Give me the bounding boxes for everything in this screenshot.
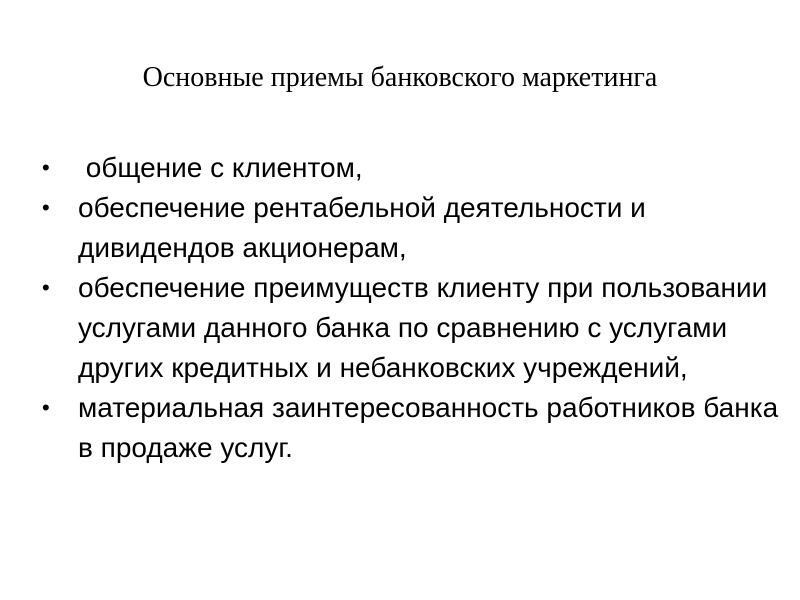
list-item — [40, 148, 780, 188]
bullet-icon: • — [42, 195, 50, 220]
bullet-icon: • — [42, 395, 50, 420]
bullet-list — [40, 148, 780, 468]
list-item-text: материальная заинтересованность работников банка в продаже услуг. — [78, 392, 779, 463]
slide-title: Основные приемы банковского маркетинга — [142, 62, 658, 93]
bullet-icon: • — [42, 155, 50, 180]
list-item-text: обеспечение рентабельной деятельности и дивидендов акционерам, — [78, 192, 646, 263]
list-item — [40, 268, 780, 388]
list-item — [40, 188, 780, 268]
list-item-text: обеспечение преимуществ клиенту при пользовании услугами данного банка по сравнению с услугами других кредитных и небанковских учреждений, — [78, 272, 768, 383]
list-item — [40, 388, 780, 468]
list-item-text: общение с клиентом, — [78, 152, 363, 183]
bullet-icon: • — [42, 275, 50, 300]
